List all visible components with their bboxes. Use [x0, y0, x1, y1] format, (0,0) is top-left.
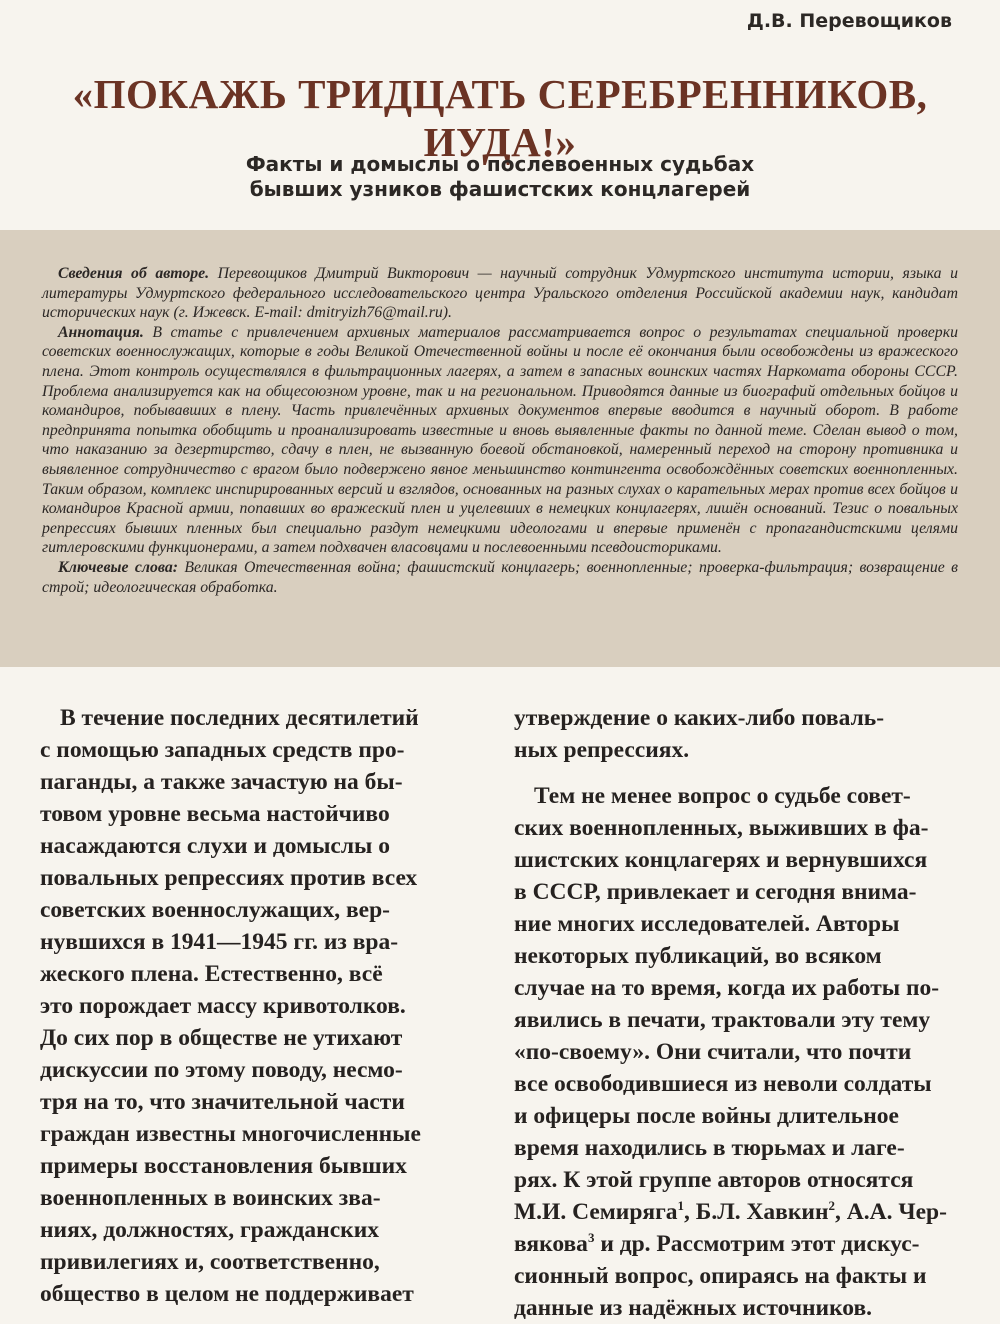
body-line: дискуссии по этому поводу, несмо- — [40, 1057, 403, 1083]
body-line: ниях, должностях, гражданских — [40, 1217, 379, 1243]
body-line: утверждение о каких-либо поваль- — [514, 705, 885, 731]
body-line: это порождает массу кривотолков. — [40, 993, 406, 1019]
body-line: и офицеры после войны длительное — [514, 1103, 899, 1129]
body-line: жеского плена. Естественно, всё — [40, 961, 383, 987]
annotation — [42, 323, 958, 558]
body-line: сионный вопрос, опираясь на факты и — [514, 1263, 927, 1289]
body-line: шистских концлагерях и вернувшихся — [514, 847, 928, 873]
article-title: «ПОКАЖЬ ТРИДЦАТЬ СЕРЕБРЕННИКОВ, ИУДА!» — [72, 71, 928, 165]
body-line: насаждаются слухи и домыслы о — [40, 833, 391, 859]
author-info — [42, 264, 958, 323]
body-line: время находились в тюрьмах и лаге- — [514, 1135, 905, 1161]
body-line: привилегиях и, соответственно, — [40, 1249, 380, 1275]
body-line — [514, 1228, 966, 1260]
body-text: и др. Рассмотрим этот дискус- — [594, 1231, 920, 1257]
footnote-ref: 3 — [587, 1230, 595, 1246]
body-line: ние многих исследователей. Авторы — [514, 911, 900, 937]
body-line: некоторых публикаций, во всяком — [514, 943, 882, 969]
body-line: в СССР, привлекает и сегодня внима- — [514, 879, 917, 905]
article-subtitle — [0, 152, 1000, 202]
body-line: советских военнослужащих, вер- — [40, 897, 390, 923]
abstract-text — [42, 264, 958, 597]
body-line: примеры восстановления бывших — [40, 1153, 407, 1179]
ref-author: , А.А. Чер- — [835, 1199, 947, 1225]
body-line: все освободившиеся из неволи солдаты — [514, 1071, 932, 1097]
body-line: граждан известны многочисленные — [40, 1121, 421, 1147]
body-line: До сих пор в обществе не утихают — [40, 1025, 403, 1051]
body-line: «по-своему». Они считали, что почти — [514, 1039, 912, 1065]
abstract-panel — [0, 230, 1000, 667]
body-line: повальных репрессиях против всех — [40, 865, 418, 891]
footnote-ref: 2 — [828, 1198, 835, 1214]
body-line: В течение последних десятилетий — [60, 705, 419, 731]
body-line: нувшихся в 1941—1945 гг. из вра- — [40, 929, 399, 955]
body-line: товом уровне весьма настойчиво — [40, 801, 390, 827]
keywords — [42, 558, 958, 597]
body-line: Тем не менее вопрос о судьбе совет- — [534, 783, 911, 809]
body-line: явились в печати, трактовали эту тему — [514, 1007, 931, 1033]
body-line: ских военнопленных, выживших в фа- — [514, 815, 929, 841]
ref-author: М.И. Семиряга — [514, 1199, 678, 1225]
subtitle-line: бывших узников фашистских концлагерей — [249, 177, 751, 201]
keywords-text: Великая Отечественная война; фашистский концлагерь; военнопленные; проверка-фильтрация; возвращение в строй; идеологическая обработка. — [42, 558, 958, 596]
body-line: общество в целом не поддерживает — [40, 1281, 414, 1307]
body-line: военнопленных в воинских зва- — [40, 1185, 381, 1211]
author-info-label: Сведения об авторе. — [58, 265, 210, 282]
author-info-text: Перевощиков Дмитрий Викторович — научный сотрудник Удмуртского института истории, языка и литературы Удмуртского федерального исследовательского центра Уральского отделения Российской академии наук, кандидат исторических наук (г. Ижевск. E-mail: dmitryizh76@mail.ru). — [42, 265, 958, 322]
body-line: паганды, а также зачастую на бы- — [40, 769, 403, 795]
body-line — [514, 1196, 966, 1228]
body-line: ных репрессиях. — [514, 737, 690, 763]
body-line: рях. К этой группе авторов относятся — [514, 1167, 914, 1193]
body-line: данные из надёжных источников. — [514, 1295, 873, 1321]
author-name: Д.В. Перевощиков — [746, 10, 952, 32]
body-column-right — [514, 702, 966, 1324]
body-line: тря на то, что значительной части — [40, 1089, 405, 1115]
subtitle-line: Факты и домыслы о послевоенных судьбах — [245, 152, 755, 176]
annotation-label: Аннотация. — [58, 323, 144, 341]
ref-author: вякова — [514, 1231, 588, 1257]
body-column-left — [40, 702, 490, 1310]
annotation-text: В статье с привлечением архивных материалов рассматривается вопрос о результатах специальной проверки советских военнослужащих, которые в годы Великой Отечественной войны и после её окончания были освобождены из вражеского плена. Этот контроль осуществлялся в фильтрационных лагерях, а затем в запасных воинских частях Наркомата обороны СССР. Проблема анализируется как на общесоюзном уровне, так и на региональном. Приводятся данные из биографий отдельных бойцов и командиров, побывавших в плену. Часть привлечённых архивных документов впервые вводится в научный оборот. В работе предпринята попытка обобщить и проанализировать известные и вновь выявленные факты по данной теме. Сделан вывод о том, что наказанию за дезертирство, сдачу в плен, не вызванную боевой обстановкой, намеренный переход на сторону противника и выявленное сотрудничество с врагом было подвержено явное меньшинство контингента освобождённых советских военнопленных. Таким образом, комплекс инспирированных версий и взглядов, основанных на разных слухах о карательных мерах против всех бойцов и командиров Красной армии, попавших во вражеский плен и уцелевших в немецких концлагерях, лишён оснований. Тезис о повальных репрессиях бывших пленных был специально раздут немецкими идеологами и впервые применён с пропагандистскими целями гитлеровскими функционерами, а затем подхвачен власовцами и послевоенными псевдоисториками. — [42, 323, 958, 557]
keywords-label: Ключевые слова: — [58, 558, 178, 576]
ref-author: , Б.Л. Хавкин — [684, 1199, 829, 1225]
body-line: случае на то время, когда их работы по- — [514, 975, 940, 1001]
body-line: с помощью западных средств про- — [40, 737, 405, 763]
footnote-ref: 1 — [677, 1198, 685, 1214]
